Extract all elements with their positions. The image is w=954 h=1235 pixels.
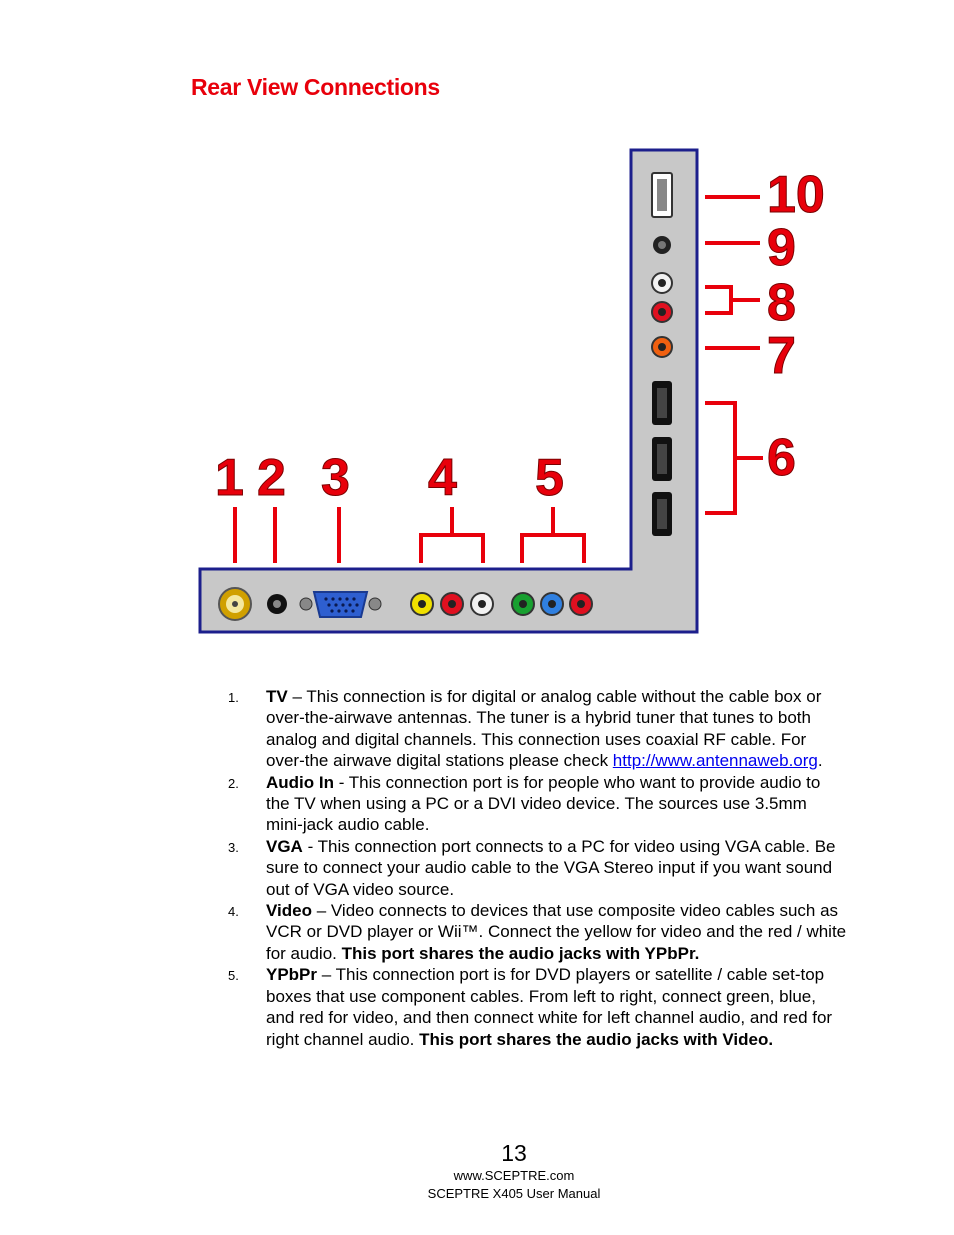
callout-1: 1 — [215, 449, 244, 507]
callout-4: 4 — [428, 449, 457, 507]
tv-coax-port — [219, 588, 251, 620]
callout-7: 7 — [767, 327, 796, 385]
item-number: 2. — [228, 775, 239, 791]
item-note: This port shares the audio jacks with Video. — [419, 1029, 774, 1049]
item-number: 5. — [228, 968, 239, 984]
headphone-jack — [653, 236, 671, 254]
list-item — [228, 686, 848, 772]
item-term: Audio In — [266, 772, 334, 792]
item-text: - This connection port is for people who want to provide audio to the TV when using a PC or a DVI video device. The sources use 3.5mm mini-jack audio cable. — [266, 772, 821, 835]
footer-site: www.SCEPTRE.com — [453, 1168, 575, 1183]
hdmi-port-1 — [652, 381, 672, 425]
item-text: – This connection port is for DVD players or satellite / cable set-top boxes that use component cables. From left to right, connect green, blue, and red for video, and then connect white for left channel audio, and red for right channel audio. — [266, 965, 833, 1049]
audio-in-mini-jack — [267, 594, 287, 614]
digital-audio-orange-jack — [652, 337, 672, 357]
video-audio-red-jack — [441, 593, 463, 615]
item-term: VGA — [266, 836, 303, 856]
callout-5: 5 — [535, 449, 564, 507]
ypbpr-blue-jack — [541, 593, 563, 615]
hdmi-port-2 — [652, 437, 672, 481]
callout-8: 8 — [767, 274, 796, 332]
list-item — [228, 836, 848, 900]
callout-10: 10 — [767, 166, 825, 224]
item-number: 4. — [228, 904, 239, 920]
callout-6: 6 — [767, 429, 796, 487]
rear-panel-diagram — [195, 145, 845, 645]
hdmi-port-3 — [652, 492, 672, 536]
antennaweb-link[interactable]: http://www.antennaweb.org — [612, 751, 818, 771]
callout-9: 9 — [767, 219, 796, 277]
item-term: TV — [266, 687, 288, 706]
item-text: – Video connects to devices that use composite video cables such as VCR or DVD player or Wii™. Connect the yellow for video and the red / white for audio. — [266, 901, 847, 963]
item-number: 3. — [228, 839, 239, 855]
ypbpr-green-jack — [512, 593, 534, 615]
list-item — [228, 900, 848, 964]
footer-manual-title: SCEPTRE X405 User Manual — [427, 1186, 601, 1201]
page-number: 13 — [501, 1140, 527, 1166]
ypbpr-red-jack — [570, 593, 592, 615]
item-term: YPbPr — [266, 965, 318, 985]
audio-in-white-jack — [652, 273, 672, 293]
list-item — [228, 964, 848, 1050]
list-item — [228, 772, 848, 836]
audio-in-red-jack — [652, 302, 672, 322]
page-title: Rear View Connections — [191, 74, 440, 100]
item-tail: . — [817, 751, 823, 771]
item-term: Video — [266, 901, 312, 921]
usb-port — [652, 173, 672, 217]
item-text: - This connection port connects to a PC for video using VGA cable. Be sure to connect your audio cable to the VGA Stereo input if you want sound out of VGA video source. — [266, 836, 836, 899]
callout-3: 3 — [321, 449, 350, 507]
callout-2: 2 — [257, 449, 286, 507]
item-number: 1. — [228, 690, 239, 705]
video-yellow-jack — [411, 593, 433, 615]
connection-list — [228, 686, 848, 1050]
item-text: – This connection is for digital or analog cable without the cable box or over-the-airwave antennas. The tuner is a hybrid tuner that tunes to both analog and digital channels. This connection uses coaxial RF cable. For over-the airwave digital stations please check — [266, 687, 822, 771]
item-note: This port shares the audio jacks with YPbPr. — [341, 943, 700, 963]
video-audio-white-jack — [471, 593, 493, 615]
